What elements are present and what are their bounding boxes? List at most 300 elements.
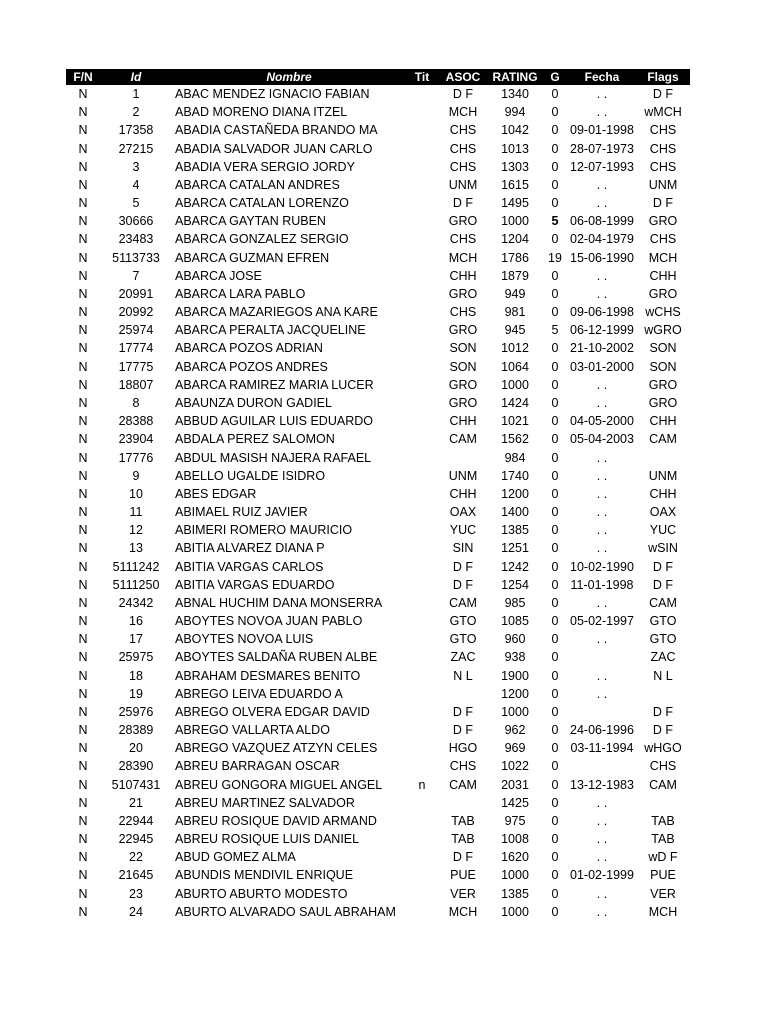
cell-fecha: . . [596,450,608,465]
cell-rating: 1615 [501,177,529,192]
cell-tit [406,85,438,103]
cell-nombre: ABADIA CASTAÑEDA BRANDO MA [175,123,378,138]
column-header-flags: Flags [647,70,679,84]
cell-nombre: ABAD MORENO DIANA ITZEL [175,105,348,120]
cell-id: 23483 [118,232,154,247]
cell-fn: N [78,105,88,120]
cell-id: 30666 [118,214,154,229]
cell-flags: GRO [648,286,678,301]
cell-tit [406,667,438,685]
cell-asoc [438,685,488,703]
cell-fn: N [78,886,88,901]
cell-nombre: ABARCA POZOS ADRIAN [175,341,323,356]
cell-rating: 969 [504,741,526,756]
cell-fn: N [78,450,88,465]
cell-g: 0 [551,177,559,192]
cell-fn: N [78,159,88,174]
column-header-fecha: Fecha [584,70,620,84]
cell-asoc: OAX [449,505,477,520]
cell-id: 22944 [118,813,154,828]
cell-fecha: . . [596,523,608,538]
cell-g: 0 [551,232,559,247]
column-header-id: Id [130,70,142,84]
cell-asoc: MCH [448,105,478,120]
cell-id: 5111250 [112,577,160,592]
table-row [66,576,690,594]
cell-asoc: MCH [448,250,478,265]
cell-id: 20992 [118,305,154,320]
cell-tit [406,140,438,158]
cell-fn: N [78,832,88,847]
cell-nombre: ABARCA LARA PABLO [175,286,306,301]
cell-asoc: TAB [451,813,475,828]
cell-tit [406,557,438,575]
cell-id: 18807 [118,377,154,392]
cell-tit [406,703,438,721]
cell-flags: OAX [649,505,677,520]
cell-rating: 1000 [501,904,529,919]
cell-tit [406,321,438,339]
table-row [66,467,690,485]
cell-asoc: SON [449,341,477,356]
cell-fecha: 10-02-1990 [570,559,634,574]
cell-flags: CHS [649,232,677,247]
cell-rating: 1000 [501,377,529,392]
cell-g: 0 [551,595,559,610]
cell-rating: 1385 [501,886,529,901]
cell-fn: N [78,341,88,356]
cell-rating: 1000 [501,704,529,719]
cell-g: 0 [551,396,559,410]
cell-rating: 1740 [501,468,529,483]
cell-fn: N [78,359,88,374]
cell-flags [636,448,690,466]
cell-id: 25974 [118,323,154,338]
table-row [66,667,690,685]
cell-flags: wMCH [644,105,682,120]
cell-nombre: ABURTO ALVARADO SAUL ABRAHAM [175,904,396,919]
cell-fecha: . . [596,632,608,647]
column-header-asoc: ASOC [445,70,481,84]
column-header-nombre: Nombre [266,70,312,84]
cell-id: 20991 [118,286,154,301]
table-row [66,757,690,775]
cell-fn: N [78,486,88,501]
cell-tit [406,539,438,557]
cell-tit [406,685,438,703]
cell-fn: N [78,850,88,865]
cell-fn: N [78,704,88,719]
cell-flags: CHS [649,141,677,156]
cell-fecha: 13-12-1983 [570,777,634,792]
cell-nombre: ABREGO VALLARTA ALDO [175,723,330,738]
cell-rating: 1562 [501,432,529,447]
cell-g: 0 [551,377,559,392]
cell-id: 5107431 [111,777,161,792]
cell-nombre: ABBUD AGUILAR LUIS EDUARDO [175,414,373,429]
cell-nombre: ABIMERI ROMERO MAURICIO [175,523,353,538]
cell-fn: N [78,559,88,574]
cell-g: 0 [551,305,559,320]
cell-id: 17776 [118,450,154,465]
cell-flags: SON [649,341,677,356]
cell-nombre: ABARCA CATALAN LORENZO [175,196,349,211]
table-row [66,358,690,376]
cell-id: 25976 [118,704,154,719]
cell-fn: N [78,305,88,320]
cell-rating: 1424 [501,396,529,410]
cell-id: 23904 [118,432,154,447]
cell-id: 2 [132,105,140,120]
cell-asoc: CHS [449,232,477,247]
cell-fecha: 05-02-1997 [570,614,634,629]
cell-tit [406,212,438,230]
cell-id: 5 [132,196,140,211]
cell-tit [406,739,438,757]
table-row [66,230,690,248]
column-header-tit: Tit [414,70,430,84]
table-row [66,703,690,721]
cell-flags: wSIN [648,541,678,556]
cell-id: 17774 [118,341,154,356]
cell-g: 0 [551,904,559,919]
cell-nombre: ABDUL MASISH NAJERA RAFAEL [175,450,372,465]
cell-id: 22945 [118,832,154,847]
cell-fn: N [78,723,88,738]
cell-tit [406,249,438,267]
cell-asoc [438,448,488,466]
cell-id: 28390 [118,759,154,774]
cell-fecha [568,703,636,721]
cell-g: 0 [551,159,559,174]
cell-rating: 1085 [501,614,529,629]
cell-id: 5113733 [112,250,160,265]
cell-tit [406,394,438,412]
cell-fn: N [78,868,88,883]
cell-flags: CHH [649,268,677,283]
cell-fecha: 21-10-2002 [570,341,634,356]
table-row [66,485,690,503]
cell-flags: CHS [649,159,677,174]
cell-asoc: CHH [449,486,477,501]
cell-fn: N [78,904,88,919]
cell-fecha: 12-07-1993 [570,159,634,174]
cell-nombre: ABARCA RAMIREZ MARIA LUCER [175,377,374,392]
cell-nombre: ABREGO VAZQUEZ ATZYN CELES [175,741,378,756]
cell-rating: 1008 [501,832,529,847]
cell-tit [406,757,438,775]
cell-nombre: ABARCA CATALAN ANDRES [175,177,340,192]
cell-nombre: ABIMAEL RUIZ JAVIER [175,505,308,520]
table-row [66,885,690,903]
cell-id: 9 [132,468,140,483]
cell-id: 11 [129,505,143,520]
cell-asoc: GRO [448,286,478,301]
cell-tit [406,866,438,884]
cell-asoc: ZAC [450,650,476,665]
cell-flags: D F [652,559,674,574]
cell-tit [406,158,438,176]
cell-asoc: D F [452,196,474,211]
cell-tit [406,267,438,285]
cell-nombre: ABOYTES NOVOA JUAN PABLO [175,614,363,629]
cell-g: 0 [551,650,559,665]
cell-nombre: ABITIA ALVAREZ DIANA P [175,541,325,556]
cell-fn: N [78,523,88,538]
cell-g: 0 [551,632,559,647]
cell-rating: 1021 [501,414,529,429]
cell-id: 5111242 [112,559,160,574]
cell-g: 0 [551,832,559,847]
cell-flags: CAM [649,432,677,447]
cell-g: 0 [551,141,559,156]
cell-fecha [568,648,636,666]
cell-rating: 1495 [501,196,529,211]
cell-nombre: ABADIA SALVADOR JUAN CARLO [175,141,373,156]
cell-nombre: ABREU ROSIQUE DAVID ARMAND [175,813,377,828]
cell-nombre: ABARCA GUZMAN EFREN [175,250,330,265]
table-row [66,503,690,521]
cell-rating: 984 [504,450,526,465]
cell-flags: SON [649,359,677,374]
cell-fn: N [78,795,88,810]
cell-fecha: 02-04-1979 [570,232,634,247]
cell-id: 12 [129,523,143,538]
cell-id: 17 [129,632,143,647]
cell-rating: 1200 [501,686,529,701]
cell-fn: N [78,741,88,756]
cell-asoc: D F [452,87,474,102]
cell-rating: 1204 [501,232,529,247]
cell-rating: 1400 [501,505,529,520]
cell-id: 20 [129,741,143,756]
cell-nombre: ABARCA JOSE [175,268,262,283]
cell-fn: N [78,632,88,647]
cell-fecha: 01-02-1999 [570,868,634,883]
cell-tit [406,358,438,376]
table-row [66,158,690,176]
cell-rating: 1022 [501,759,529,774]
cell-rating: 1254 [501,577,529,592]
cell-g: 0 [551,686,559,701]
cell-nombre: ABUD GOMEZ ALMA [175,850,296,865]
cell-fecha: . . [596,850,608,865]
table-row [66,812,690,830]
column-header-fn: F/N [73,70,93,84]
cell-g: 0 [551,886,559,901]
cell-rating: 945 [504,323,526,338]
cell-g: 5 [551,323,559,338]
cell-id: 25975 [118,650,154,665]
cell-g: 0 [551,850,559,865]
cell-nombre: ABARCA GONZALEZ SERGIO [175,232,349,247]
cell-tit [406,467,438,485]
cell-asoc: GRO [448,377,478,392]
cell-g: 0 [551,87,559,102]
cell-tit: n [418,777,426,792]
cell-fn: N [78,614,88,629]
player-list-sheet [66,69,690,921]
cell-flags: GTO [649,632,677,647]
cell-rating: 1200 [501,486,529,501]
cell-nombre: ABADIA VERA SERGIO JORDY [175,159,355,174]
cell-flags: N L [653,668,673,683]
column-header-g: G [550,70,560,84]
cell-id: 3 [132,159,140,174]
cell-fn: N [78,813,88,828]
cell-fn: N [78,577,88,592]
cell-nombre: ABNAL HUCHIM DANA MONSERRA [175,595,383,610]
cell-g: 0 [551,105,559,120]
cell-rating: 985 [504,595,526,610]
cell-id: 28388 [118,414,154,429]
cell-id: 16 [129,614,143,629]
cell-rating: 1303 [501,159,529,174]
cell-rating: 994 [504,105,526,120]
cell-id: 23 [129,886,143,901]
cell-g: 5 [551,214,559,229]
cell-asoc: CHS [449,759,477,774]
cell-asoc: GTO [449,614,477,629]
cell-asoc: D F [452,850,474,865]
cell-fn: N [78,177,88,192]
cell-nombre: ABDALA PEREZ SALOMON [175,432,335,447]
table-row [66,794,690,812]
cell-flags: TAB [651,832,675,847]
table-body [66,85,690,921]
cell-id: 19 [129,686,143,701]
cell-fecha: 15-06-1990 [570,250,634,265]
cell-id: 17775 [118,359,154,374]
cell-flags: CAM [649,777,677,792]
cell-id: 7 [132,268,140,283]
cell-rating: 1064 [501,359,529,374]
cell-id: 27215 [118,141,154,156]
cell-rating: 1042 [501,123,529,138]
table-row [66,539,690,557]
cell-rating: 962 [504,723,526,738]
cell-nombre: ABITIA VARGAS EDUARDO [175,577,335,592]
cell-asoc: YUC [449,523,477,538]
cell-fn: N [78,468,88,483]
table-row [66,557,690,575]
cell-flags: CAM [649,595,677,610]
cell-fn: N [78,250,88,265]
cell-tit [406,521,438,539]
cell-asoc: CHS [449,159,477,174]
cell-fn: N [78,396,88,410]
cell-flags: GRO [648,396,678,410]
table-row [66,630,690,648]
cell-fecha: . . [596,813,608,828]
table-row [66,176,690,194]
table-row [66,612,690,630]
cell-nombre: ABARCA PERALTA JACQUELINE [175,323,366,338]
cell-asoc [438,794,488,812]
cell-flags: wCHS [645,305,681,320]
cell-flags: TAB [651,813,675,828]
cell-id: 21645 [118,868,154,883]
cell-tit [406,794,438,812]
cell-asoc: CHH [449,414,477,429]
cell-asoc: D F [452,704,474,719]
cell-asoc: CAM [449,777,477,792]
cell-rating: 949 [504,286,526,301]
cell-flags: GTO [649,614,677,629]
cell-fecha: . . [596,668,608,683]
cell-tit [406,721,438,739]
cell-flags: wHGO [644,741,682,756]
cell-g: 0 [551,505,559,520]
cell-flags: PUE [650,868,676,883]
cell-flags: D F [652,723,674,738]
cell-rating: 1013 [501,141,529,156]
cell-fecha: 24-06-1996 [570,723,634,738]
cell-g: 0 [551,559,559,574]
cell-flags [636,794,690,812]
cell-g: 0 [551,196,559,211]
cell-rating: 1012 [501,341,529,356]
table-row [66,321,690,339]
cell-flags: VER [650,886,676,901]
cell-flags: CHS [649,123,677,138]
cell-nombre: ABITIA VARGAS CARLOS [175,559,324,574]
cell-tit [406,576,438,594]
cell-asoc: CHH [449,268,477,283]
table-row [66,448,690,466]
cell-g: 0 [551,577,559,592]
cell-tit [406,612,438,630]
cell-fecha: . . [596,286,608,301]
cell-asoc: CHS [449,123,477,138]
cell-id: 24342 [118,595,154,610]
cell-fecha: 09-01-1998 [570,123,634,138]
table-row [66,140,690,158]
cell-fecha: . . [596,595,608,610]
cell-rating: 2031 [501,777,529,792]
cell-fn: N [78,87,88,102]
table-row [66,85,690,103]
cell-g: 0 [551,450,559,465]
cell-asoc: N L [453,668,473,683]
cell-id: 21 [129,795,143,810]
cell-rating: 1000 [501,868,529,883]
cell-fecha: . . [596,87,608,102]
cell-rating: 960 [504,632,526,647]
cell-g: 0 [551,286,559,301]
cell-asoc: VER [450,886,476,901]
cell-id: 18 [129,668,143,683]
cell-fecha: 11-01-1998 [570,577,634,592]
cell-fecha: 06-08-1999 [570,214,634,229]
cell-nombre: ABARCA MAZARIEGOS ANA KARE [175,305,378,320]
cell-flags: wGRO [644,323,682,338]
cell-fn: N [78,759,88,774]
cell-nombre: ABOYTES SALDAÑA RUBEN ALBE [175,650,378,665]
cell-tit [406,194,438,212]
cell-g: 0 [551,795,559,810]
table-row [66,685,690,703]
cell-asoc: SON [449,359,477,374]
cell-fecha: . . [596,505,608,520]
cell-id: 17358 [118,123,154,138]
cell-fecha: . . [596,686,608,701]
cell-rating: 1242 [501,559,529,574]
cell-asoc: CAM [449,595,477,610]
cell-g: 0 [551,813,559,828]
cell-rating: 1620 [501,850,529,865]
table-row [66,739,690,757]
